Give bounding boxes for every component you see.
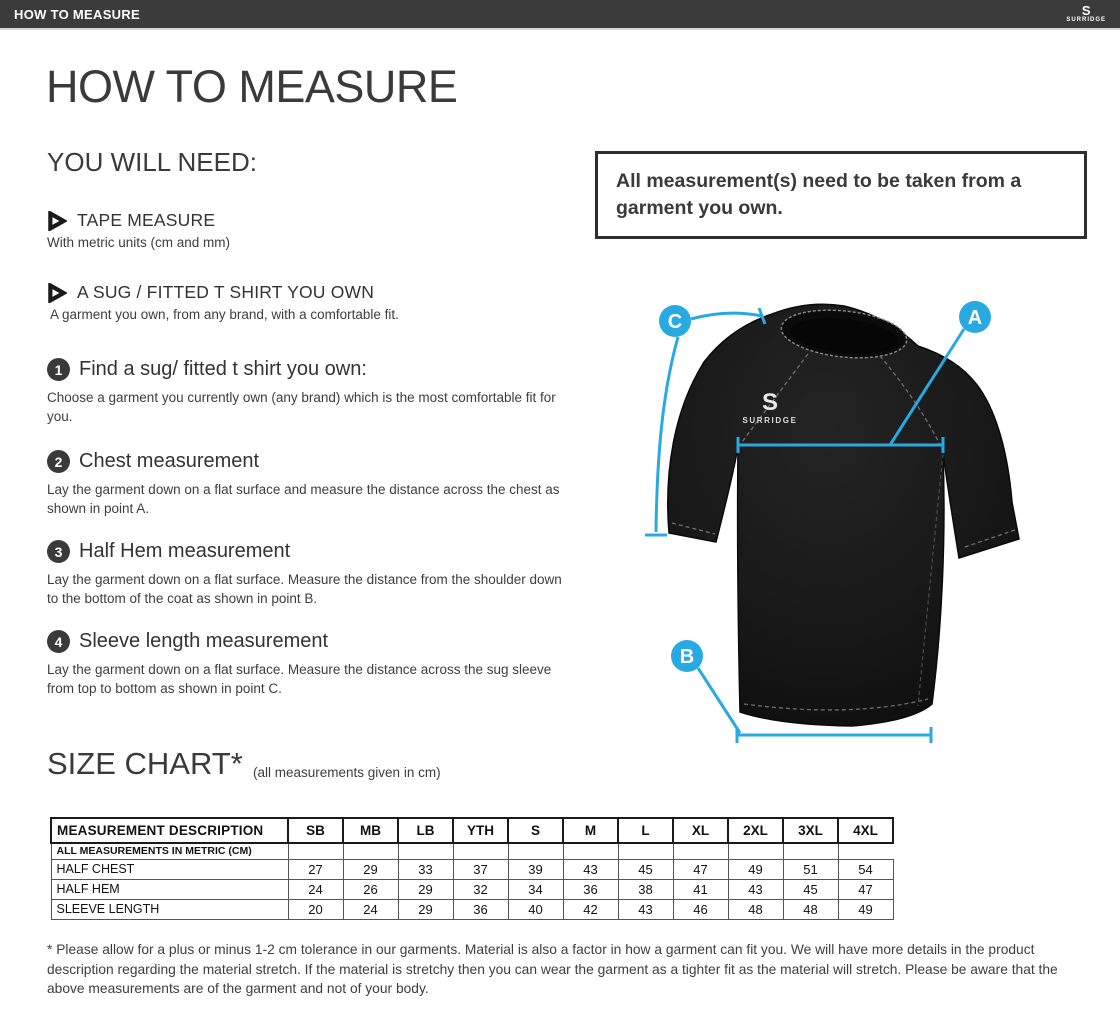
col-header: M [563,818,618,843]
measurement-notice-box: All measurement(s) need to be taken from a garment you own. [595,151,1087,239]
step-body: Choose a garment you currently own (any brand) which is the most comfortable fit for you. [47,390,556,424]
size-value-cell: 24 [343,899,398,919]
size-value-cell: 47 [673,859,728,879]
size-value-cell: 29 [398,899,453,919]
need-item-title: TAPE MEASURE [77,210,216,230]
col-header: YTH [453,818,508,843]
step-title: Half Hem measurement [79,540,291,562]
size-value-cell: 45 [618,859,673,879]
step-number-badge: 2 [47,450,70,473]
page-title: HOW TO MEASURE [46,61,458,112]
size-value-cell: 41 [673,879,728,899]
step-title: Find a sug/ fitted t shirt you own: [79,358,367,380]
col-header: L [618,818,673,843]
size-value-cell: 34 [508,879,563,899]
size-value-cell: 36 [563,879,618,899]
size-value-cell: 26 [343,879,398,899]
size-value-cell: 49 [838,899,893,919]
col-header: MEASUREMENT DESCRIPTION [51,818,288,843]
col-header: LB [398,818,453,843]
shirt-measurement-diagram [612,292,1062,792]
step-body: Lay the garment down on a flat surface. Measure the distance from the shoulder down to the bottom of the coat as shown in point B. [47,572,562,606]
size-value-cell: 29 [398,879,453,899]
col-header: 2XL [728,818,783,843]
step-2 [47,450,572,518]
metric-note-cell: ALL MEASUREMENTS IN METRIC (CM) [51,843,288,859]
size-value-cell: 32 [453,879,508,899]
row-label: SLEEVE LENGTH [51,899,288,919]
size-value-cell: 48 [783,899,838,919]
size-value-cell: 43 [563,859,618,879]
step-number-badge: 3 [47,540,70,563]
size-chart-subheading: (all measurements given in cm) [253,765,441,780]
surridge-logo-icon: S [1081,3,1091,18]
col-header: MB [343,818,398,843]
col-header: 4XL [838,818,893,843]
top-bar-title: HOW TO MEASURE [14,6,141,22]
you-will-need-heading: YOU WILL NEED: [47,147,257,177]
size-value-cell: 48 [728,899,783,919]
size-value-cell: 33 [398,859,453,879]
metric-note-row [51,843,893,859]
size-value-cell: 43 [618,899,673,919]
step-body: Lay the garment down on a flat surface. Measure the distance across the sug sleeve from top to bottom as shown in point C. [47,662,552,696]
col-header: 3XL [783,818,838,843]
step-4 [47,630,572,698]
need-item-fitted-shirt [47,282,587,322]
table-row-sleeve-length [51,899,893,919]
size-value-cell: 36 [453,899,508,919]
surridge-brand-text: SURRIDGE [1066,17,1106,23]
step-title: Chest measurement [79,450,260,472]
size-value-cell: 39 [508,859,563,879]
need-item-subtitle: With metric units (cm and mm) [47,235,231,250]
step-title: Sleeve length measurement [79,630,329,652]
size-value-cell: 29 [343,859,398,879]
size-value-cell: 40 [508,899,563,919]
step-number-badge: 1 [47,358,70,381]
size-value-cell: 20 [288,899,343,919]
need-item-title: A SUG / FITTED T SHIRT YOU OWN [77,282,375,302]
size-value-cell: 46 [673,899,728,919]
play-triangle-icon [47,211,67,231]
size-value-cell: 47 [838,879,893,899]
size-value-cell: 37 [453,859,508,879]
marker-c-label: C [667,311,683,333]
table-row-half-hem [51,879,893,899]
shirt-logo-icon: S [761,389,779,416]
col-header: XL [673,818,728,843]
surridge-logo[interactable] [1066,5,1106,23]
size-value-cell: 38 [618,879,673,899]
col-header: SB [288,818,343,843]
row-label: HALF HEM [51,879,288,899]
need-item-tape-measure [47,210,587,250]
size-chart-header-row [51,818,893,843]
step-3 [47,540,572,608]
size-value-cell: 42 [563,899,618,919]
size-value-cell: 43 [728,879,783,899]
marker-a-label: A [967,307,983,329]
row-label: HALF CHEST [51,859,288,879]
step-body: Lay the garment down on a flat surface and measure the distance across the chest as shown in point A. [47,482,560,516]
size-value-cell: 24 [288,879,343,899]
size-value-cell: 51 [783,859,838,879]
size-value-cell: 27 [288,859,343,879]
play-triangle-icon [47,283,67,303]
step-number-badge: 4 [47,630,70,653]
table-row-half-chest [51,859,893,879]
shirt-illustration [668,304,1019,726]
size-value-cell: 49 [728,859,783,879]
size-value-cell: 54 [838,859,893,879]
step-1 [47,358,572,426]
need-item-subtitle: A garment you own, from any brand, with a comfortable fit. [50,307,399,322]
top-bar [0,0,1120,30]
col-header: S [508,818,563,843]
marker-b-label: B [679,646,695,668]
size-chart-heading: SIZE CHART* [47,746,243,781]
tolerance-footnote: * Please allow for a plus or minus 1-2 cm tolerance in our garments. Material is also a factor in how a garment can fit you. We will have more details in the product description regarding the material stretch. If the material is stretchy then you can wear the garment as a tighter fit as the material will stretch. Please be aware that the above measurements are of the garment and not of your body. [47,942,1058,996]
size-chart-table [50,817,894,920]
shirt-logo-text: SURRIDGE [742,416,798,425]
size-value-cell: 45 [783,879,838,899]
